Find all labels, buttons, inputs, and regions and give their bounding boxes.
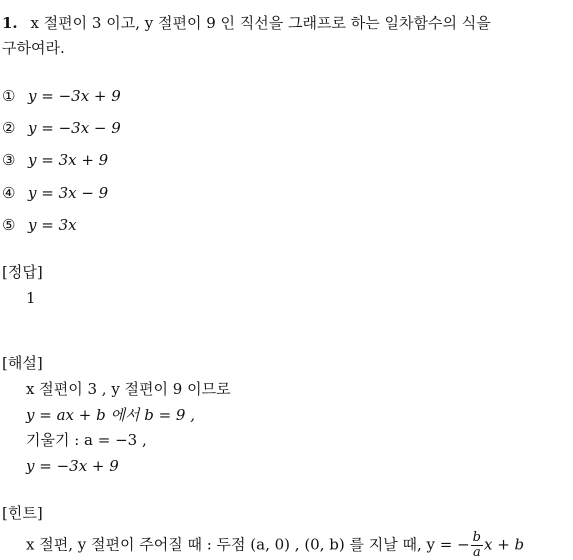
choice-expr: y = 3x — [28, 216, 77, 234]
answer-value: 1 — [26, 289, 36, 307]
explanation-line-4: y = −3x + 9 — [26, 457, 119, 475]
choice-expr: y = 3x − 9 — [28, 184, 109, 202]
choice-3[interactable] — [2, 150, 108, 170]
choice-mark: ④ — [2, 184, 16, 202]
explanation-line-2: y = ax + b 에서 b = 9 , — [26, 406, 195, 424]
hint-fraction-denominator: a — [472, 545, 481, 560]
question-line-1 — [2, 13, 491, 33]
explanation-line-1: x 절편이 3 , y 절편이 9 이므로 — [26, 380, 231, 398]
choice-mark: ③ — [2, 151, 16, 169]
choice-expr: y = −3x + 9 — [28, 87, 121, 105]
choice-2[interactable] — [2, 118, 121, 138]
question-line-2: 구하여라. — [2, 39, 65, 57]
hint-tail: x + b — [483, 535, 525, 554]
hint-line — [26, 531, 524, 560]
choice-1[interactable] — [2, 86, 121, 106]
explanation-line-3: 기울기 : a = −3 , — [26, 431, 147, 449]
hint-fraction — [471, 531, 483, 560]
answer-heading: [정답] — [2, 263, 43, 281]
choice-expr: y = 3x + 9 — [28, 151, 109, 169]
choice-mark: ⑤ — [2, 216, 16, 234]
question-number: 1. — [2, 14, 18, 32]
choice-expr: y = −3x − 9 — [28, 119, 121, 137]
hint-heading: [힌트] — [2, 504, 43, 522]
choice-mark: ① — [2, 87, 16, 105]
choice-mark: ② — [2, 119, 16, 137]
question-text-1: x 절편이 3 이고, y 절편이 9 인 직선을 그래프로 하는 일차함수의 식을 — [30, 14, 491, 32]
choice-4[interactable] — [2, 183, 108, 203]
hint-text: x 절편, y 절편이 주어질 때 : 두점 (a, 0) , (0, b) 를 지날 때, y = − — [26, 535, 470, 554]
choice-5[interactable] — [2, 215, 77, 235]
hint-fraction-numerator: b — [472, 530, 481, 545]
explanation-heading: [해설] — [2, 354, 43, 372]
